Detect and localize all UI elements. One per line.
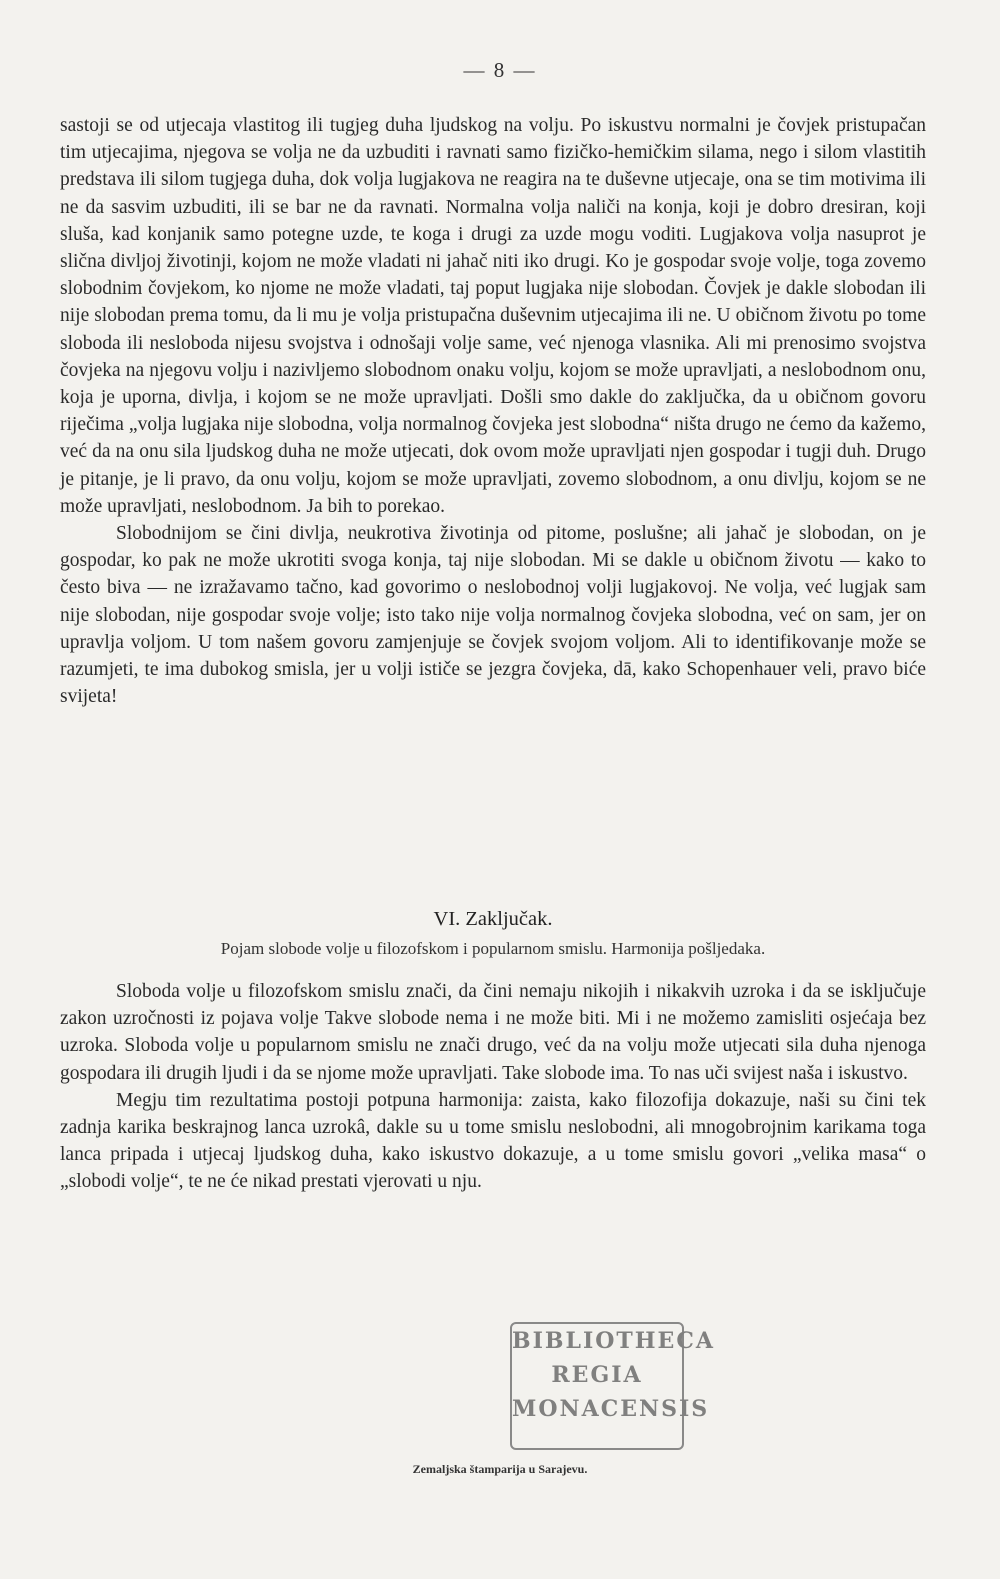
paragraph: Megju tim rezultatima postoji potpuna harmonija: zaista, kako filozofija dokazuje, naši su čini tek zadnja karika beskrajnog lanca uzrokâ, dakle su u tome smislu neslobodni, ali mnogobrojnim karikama toga lanca pripada i utjecaj ljudskog duha, kako iskustvo dokazuje, a u tome smislu govori „velika masa“ o „slobodi volje“, te ne će nikad prestati vjerovati u nju. [60,1089,926,1193]
stamp-line: MONACENSIS [512,1396,710,1422]
library-stamp [510,1322,715,1450]
main-text-top [60,112,926,710]
section-subtitle: Pojam slobode volje u filozofskom i popularnom smislu. Harmonija pošljedaka. [220,939,766,958]
main-text-bottom [60,978,926,1196]
paragraph: Slobodnijom se čini divlja, neukrotiva životinja od pitome, poslušne; ali jahač je slobodan, on je gospodar, ko pak ne može ukrotiti svoga konja, taj nije slobodan. Mi se dakle u običnom životu — kako to često biva — ne izražavamo tačno, kad govorimo o neslobodnoj volji lugjakovoj. Ne volja, već lugjak sam nije slobodan, nije gospodar svoje volje; isto tako nije volja normalnog čovjeka slobodna, već on sam, jer on upravlja voljom. U tom našem govoru zamjenjuje se čovjek svojom voljom. Ali to identifikovanje može se razumjeti, te ima dubokog smisla, jer u volji ističe se jezgra čovjeka, dā, kako Schopenhauer veli, pravo biće svijeta! [60,523,926,708]
section-heading: VI. Zaključak. [433,908,553,930]
stamp-line: REGIA [551,1362,643,1388]
printer-imprint: Zemaljska štamparija u Sarajevu. [412,1462,588,1476]
page-number: — 8 — [463,58,537,82]
stamp-line: BIBLIOTHECA [512,1328,715,1354]
paragraph: Sloboda volje u filozofskom smislu znači, da čini nemaju nikojih i nikakvih uzroka i da se isključuje zakon uzročnosti iz pojava volje Takve slobode nema i ne može biti. Mi i ne možemo zamisliti osjećaja bez uzroka. Sloboda volje u popularnom smislu ne znači drugo, već da na volju može utjecati sila duha njenoga gospodara ili drugih ljudi i da se njome može upravljati. Take slobode ima. To nas uči svijest naša i iskustvo. [60,981,926,1084]
paragraph: sastoji se od utjecaja vlastitog ili tugjeg duha ljudskog na volju. Po iskustvu normalni je čovjek pristupačan tim utjecajima, njegova se volja ne da uzbuditi i ravnati samo fizičko-hemičkim silama, nego i silom vlastitih predstava ili silom tugjega duha, dok volja lugjakova ne reagira na te duševne utjecaje, ona se tim motivima ili ne da sasvim uzbuditi, ili se bar ne da ravnati. Normalna volja naliči na konja, koji je dobro dresiran, koji sluša, kad konjanik samo potegne uzde, te koga i drugi za uzde mogu voditi. Lugjakova volja nasuprot je slična divljoj životinji, kojom ne može vladati ni jahač niti iko drugi. Ko je gospodar svoje volje, toga zovemo slobodnim čovjekom, ko njome ne može vladati, taj poput lugjaka nije slobodan. Čovjek je dakle slobodan ili nije slobodan prema tomu, da li mu je volja pristupačna duševnim utjecajima ili ne. U običnom životu po tome sloboda ili nesloboda nijesu svojstva i odnošaji volje same, već njenoga vlasnika. Ali mi prenosimo svojstva čovjeka na njegovu volju i nazivljemo slobodnom onaku volju, kojom se može upravljati, a neslobodnom onu, koja je uporna, divlja, i kojom se ne može upravljati. Došli smo dakle do zaključka, da u običnom govoru riječima „volja lugjaka nije slobodna, volja normalnog čovjeka jest slobodna“ ništa drugo ne ćemo da kažemo, već da na onu sila ljudskog duha ne može utjecati, dok ovom može upravljati njen gospodar i tugji duh. Drugo je pitanje, je li pravo, da onu volju, kojom se može upravljati, zovemo slobodnom, a onu divlju, kojom se ne može upravljati, neslobodnom. Ja bih to porekao. [60,115,926,517]
